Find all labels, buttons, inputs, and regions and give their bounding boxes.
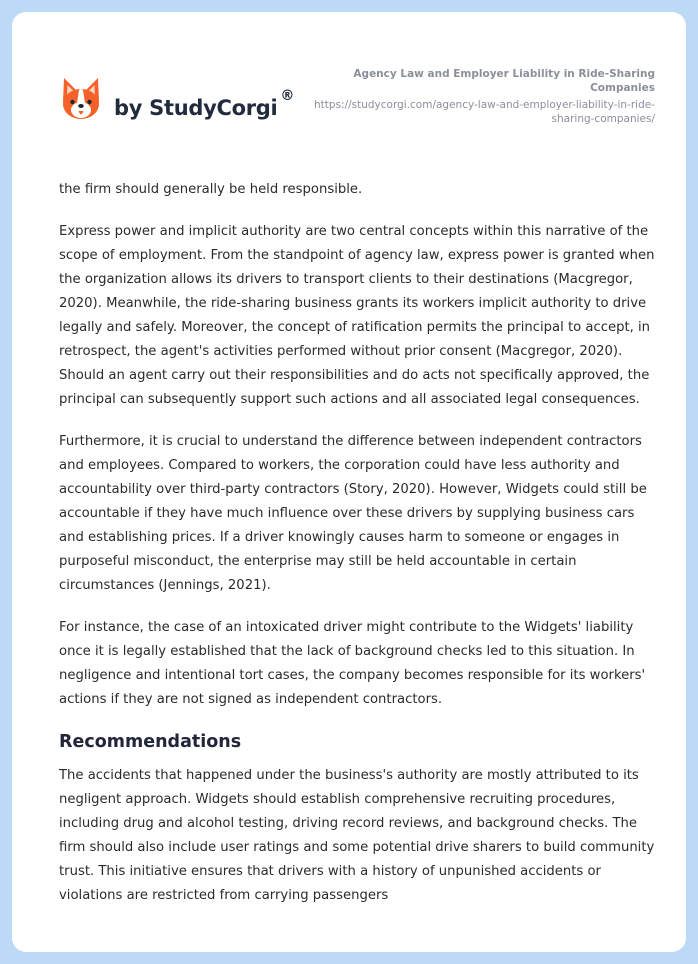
document-meta	[295, 67, 655, 126]
registered-mark: ®	[280, 88, 295, 104]
paragraph: The accidents that happened under the business's authority are mostly attributed to its negligent approach. Widgets should establish comprehensive recruiting procedures, including drug and alcohol testing, driving record reviews, and background checks. The firm should also include user ratings and some potential drive sharers to build community trust. This initiative ensures that drivers with a history of unpunished accidents or violations are restricted from carrying passengers	[59, 768, 655, 903]
brand-name: by StudyCorgi	[114, 96, 278, 120]
paragraph: the firm should generally be held responsible.	[59, 182, 363, 197]
studycorgi-logo[interactable]	[60, 76, 294, 122]
paragraph: Furthermore, it is crucial to understand the difference between independent contractors and employees. Compared to workers, the corporation could have less authority and accountability over third-party contractors (Story, 2020). However, Widgets could still be accountable if they have much influence over these drivers by supplying business cars and establishing prices. If a driver knowingly causes harm to someone or engages in purposeful misconduct, the enterprise may still be held accountable in certain circumstances (Jennings, 2021).	[59, 434, 647, 593]
document-title: Agency Law and Employer Liability in Ride-Sharing Companies	[353, 68, 655, 94]
document-url[interactable]: https://studycorgi.com/agency-law-and-employer-liability-in-ride-sharing-companies/	[314, 99, 655, 125]
essay-body	[59, 178, 655, 926]
paragraph: Express power and implicit authority are two central concepts within this narrative of the scope of employment. From the standpoint of agency law, express power is granted when the organization allows its drivers to transport clients to their destinations (Macgregor, 2020). Meanwhile, the ride-sharing business grants its workers implicit authority to drive legally and safely. Moreover, the concept of ratification permits the principal to accept, in retrospect, the agent's activities performed without prior consent (Macgregor, 2020). Should an agent carry out their responsibilities and do acts not specifically approved, the principal can subsequently support such actions and all associated legal consequences.	[59, 224, 655, 407]
corgi-logo-icon	[60, 76, 102, 122]
section-heading: Recommendations	[59, 732, 242, 752]
document-page	[12, 12, 686, 952]
paragraph: For instance, the case of an intoxicated driver might contribute to the Widgets' liability once it is legally established that the lack of background checks led to this situation. In negligence and intentional tort cases, the company becomes responsible for its workers' actions if they are not signed as independent contractors.	[59, 620, 646, 707]
